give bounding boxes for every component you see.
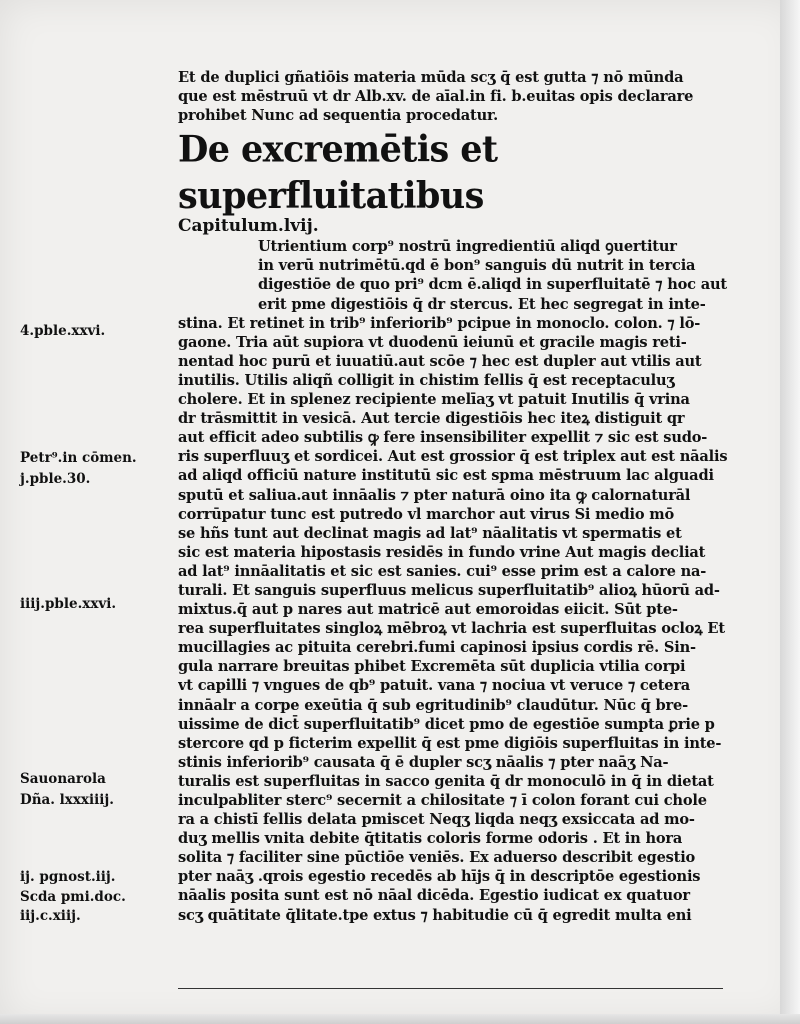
body-line: sputū et saliua.aut innāalis ⁊ pter naturā oino ita ꝙ calornaturāl bbox=[178, 486, 691, 504]
body-line: inculpabliter sterc⁹ secernit a chilositate ⁊ ī colon forant cui chole bbox=[178, 792, 707, 809]
body-line: mucillagies ac pituita cerebri.fumi capinosi ipsius cordis rē. Sin- bbox=[178, 639, 696, 657]
body-line: digestiōe de quo pri⁹ dcm ē.aliqd in superfluitatē ⁊ hoc aut bbox=[258, 276, 727, 294]
body-line: inutilis. Utilis aliqñ colligit in chistim fellis q̄ est receptaculuʒ bbox=[178, 371, 675, 389]
margin-note: Petr⁹.in cōmen. bbox=[20, 450, 137, 466]
margin-note: Scda pmi.doc. bbox=[20, 889, 126, 905]
body-line: duʒ mellis vnita debite q̄titatis coloris forme odoris . Et in hora bbox=[178, 830, 683, 848]
body-line: stercore qd p ficterim expellit q̄ est pme digiōis superfluitas in inte- bbox=[178, 734, 722, 752]
body-line: aut efficit adeo subtilis ꝙ fere insensibiliter expellit ⁊ sic est sudo- bbox=[178, 429, 708, 447]
body-line: Utrientium corp⁹ nostrū ingredientiū aliqd ꝯuertitur bbox=[258, 238, 677, 256]
body-line: uissime de dict̄ superfluitatib⁹ dicet pmo de egestiōe sumpta ꝑrie p bbox=[178, 715, 715, 733]
margin-note: Dña. lxxxiiij. bbox=[20, 792, 114, 808]
body-line: se hñs tunt aut declinat magis ad lat⁹ nāalitatis vt spermatis et bbox=[178, 524, 682, 542]
body-line: turali. Et sanguis superfluus melicus superfluitatib⁹ alioꝝ hūorū ad- bbox=[178, 581, 720, 599]
body-line: vt capilli ⁊ vngues de qb⁹ patuit. vana ⁊ nociua vt veruce ⁊ cetera bbox=[178, 677, 691, 695]
page-edge bbox=[780, 0, 800, 1024]
body-line: ad aliqd officiū nature institutū sic est spma mēstruum lac alguadi bbox=[178, 467, 714, 485]
body-line: ra a chistī fellis delata pmiscet Neqʒ liqda neqʒ exsiccata ad mo- bbox=[178, 811, 695, 829]
body-line: pter naāʒ .qrois egestio recedēs ab hījs q̄ in descriptōe egestionis bbox=[178, 868, 701, 886]
body-line: erit pme digestiōis q̄ dr stercus. Et hec segregat in inte- bbox=[258, 295, 706, 313]
body-line: gaone. Tria aūt supiora vt duodenū ieiunū et gracile magis reti- bbox=[178, 333, 687, 351]
body-line: stinis inferiorib⁹ causata q̄ ē dupler scʒ nāalis ⁊ pter naāʒ Na- bbox=[178, 753, 669, 771]
body-line: nāalis posita sunt est nō nāal dicēda. Egestio iudicat ex quatuor bbox=[178, 887, 690, 905]
margin-note: iiij.pble.xxvi. bbox=[20, 596, 117, 612]
body-line: nentad hoc purū et iuuatiū.aut scōe ⁊ hec est dupler aut vtilis aut bbox=[178, 352, 702, 370]
body-line: dr trāsmittit in vesicā. Aut tercie digestiōis hec iteꝝ distiguit qr bbox=[178, 410, 685, 428]
body-line: stina. Et retinet in trib⁹ inferiorib⁹ pcipue in monoclo. colon. ⁊ lō- bbox=[178, 314, 701, 332]
body-line: gula narrare breuitas phibet Excremēta sūt duplicia vtilia corpi bbox=[178, 658, 686, 676]
body-line: innāalr a corpe exeūtia q̄ sub egritudinib⁹ claudūtur. Nūc q̄ bre- bbox=[178, 696, 688, 714]
page-bottom-edge bbox=[0, 1014, 800, 1024]
margin-note: j.pble.30. bbox=[20, 471, 91, 487]
body-line: ris superfluuʒ et sordicei. Aut est grossior q̄ est triplex aut est nāalis bbox=[178, 448, 728, 466]
section-heading: De excremētis et superfluitatibus bbox=[178, 128, 498, 218]
margin-note: iij.c.xiij. bbox=[20, 908, 81, 924]
intro-line: que est mēstruū vt dr Alb.xv. de aīal.in fi. b.euitas opis declarare bbox=[178, 88, 694, 106]
chapter-title: Capitulum.lvij. bbox=[178, 216, 319, 237]
body-line: mixtus.q̄ aut p nares aut matricē aut emoroidas eiicit. Sūt pte- bbox=[178, 601, 678, 619]
body-line: rea superfluitates singloꝝ mēbroꝝ vt lachria est superfluitas ocloꝝ Et bbox=[178, 620, 725, 638]
margin-note: Sauonarola bbox=[20, 771, 106, 787]
intro-line: prohibet Nunc ad sequentia procedatur. bbox=[178, 107, 499, 125]
body-line: in verū nutrimētū.qd ē bon⁹ sanguis dū nutrit in tercia bbox=[258, 257, 696, 275]
body-line: sic est materia hipostasis residēs in fundo vrine Aut magis decliat bbox=[178, 543, 706, 561]
body-line: solita ⁊ faciliter sine pūctiōe veniēs. Ex aduerso describit egestio bbox=[178, 849, 696, 867]
body-line: ad lat⁹ innāalitatis et sic est sanies. cui⁹ esse prim est a calore na- bbox=[178, 562, 707, 580]
body-line: cholere. Et in splenez recipiente melīaʒ vt patuit Inutilis q̄ vrina bbox=[178, 391, 690, 409]
main-text-block bbox=[178, 68, 728, 925]
body-line: turalis est superfluitas in sacco genita q̄ dr monoculō in q̄ in dietat bbox=[178, 772, 714, 790]
margin-note: 4.pble.xxvi. bbox=[20, 323, 106, 339]
body-line: scʒ quātitate q̄litate.tpe extus ⁊ habitudie cū q̄ egredit multa eni bbox=[178, 906, 692, 924]
intro-line: Et de duplici gñatiōis materia mūda scʒ q̄ est gutta ⁊ nō mūnda bbox=[178, 69, 684, 86]
margin-note: ij. pgnost.iij. bbox=[20, 869, 116, 885]
body-line: corrūpatur tunc est putredo vl marchor aut virus Si medio mō bbox=[178, 505, 675, 523]
underline-rule bbox=[178, 988, 723, 989]
